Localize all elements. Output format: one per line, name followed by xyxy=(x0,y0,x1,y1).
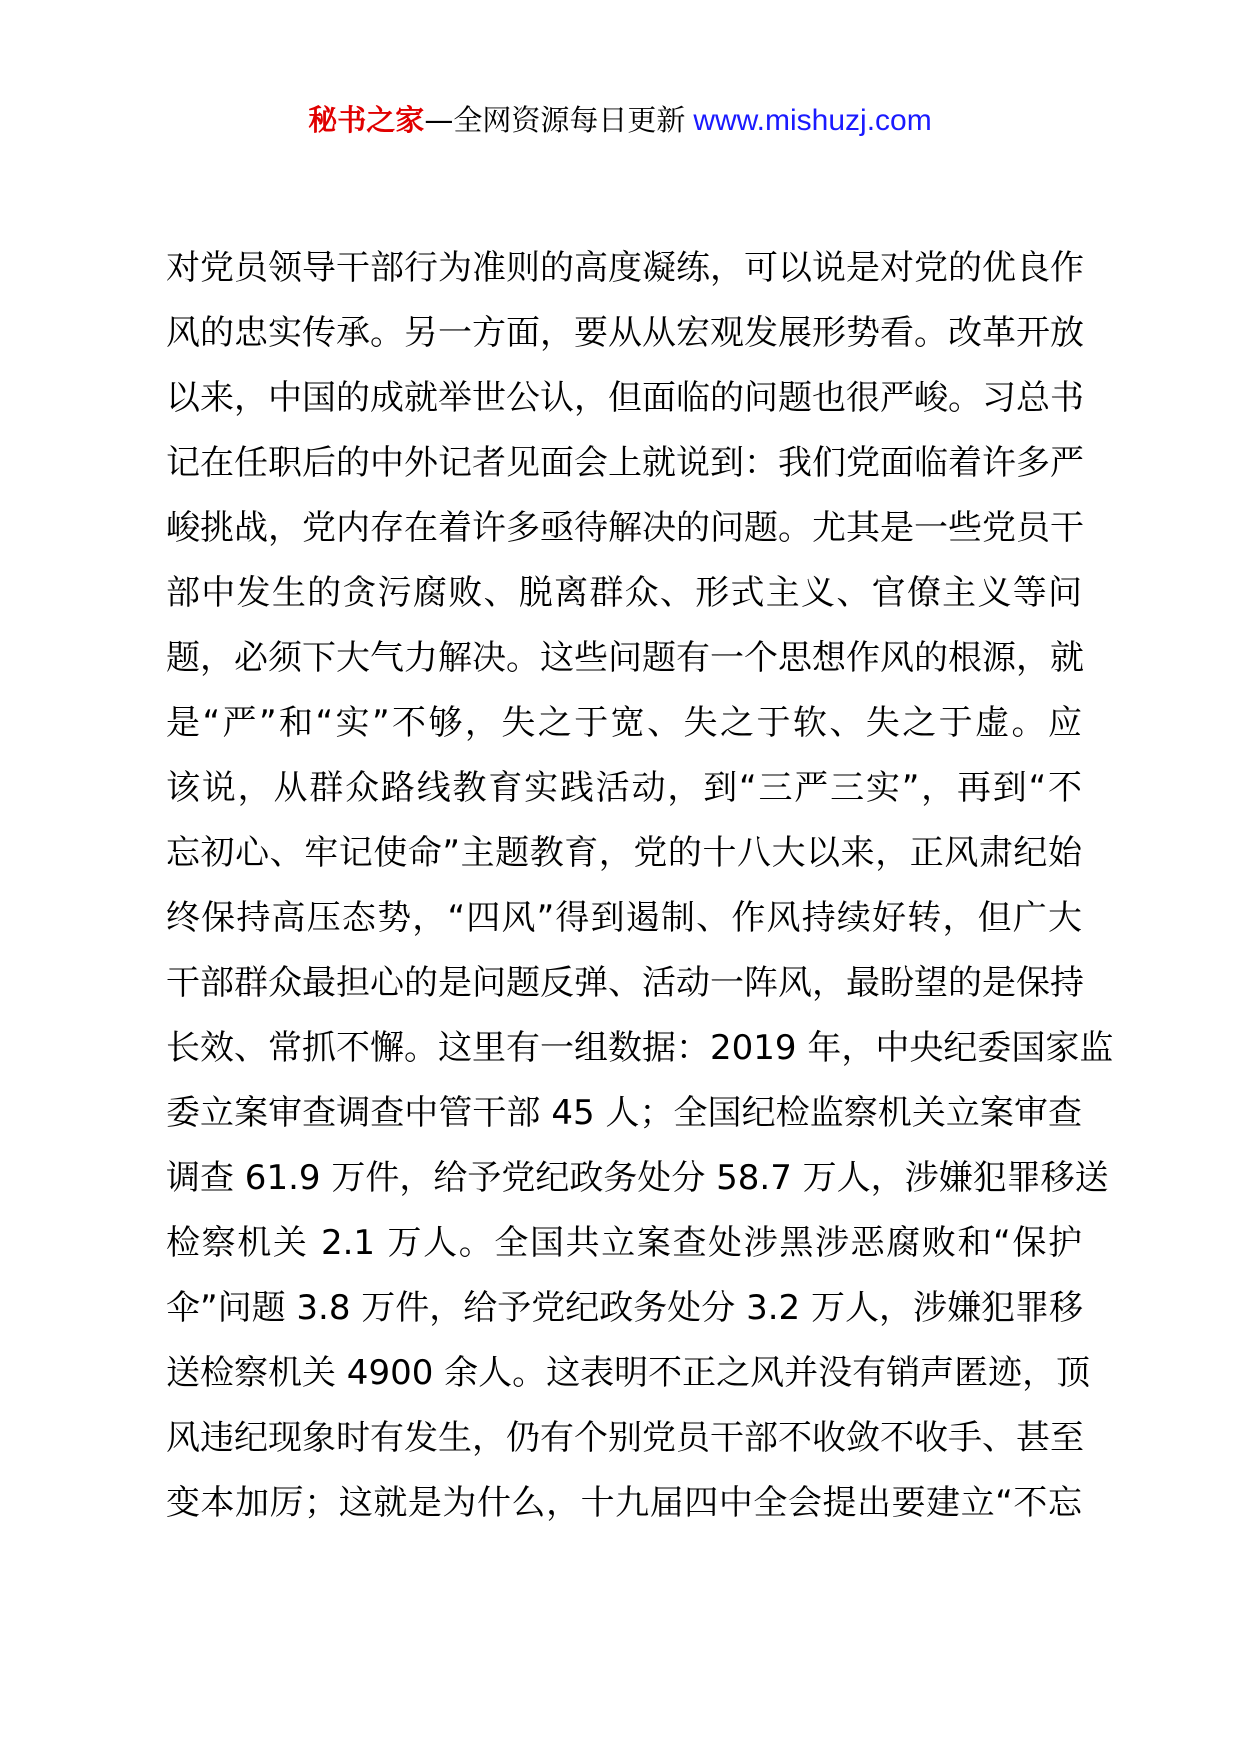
text-line: 以来，中国的成就举世公认，但面临的问题也很严峻。习总书 xyxy=(166,378,1084,418)
text-line: 长效、常抓不懈。这里有一组数据：2019 年，中央纪委国家监 xyxy=(166,1028,1114,1068)
document-body xyxy=(166,236,1114,1536)
text-line: 风违纪现象时有发生，仍有个别党员干部不收敛不收手、甚至 xyxy=(166,1418,1084,1458)
text-line: 峻挑战，党内存在着许多亟待解决的问题。尤其是一些党员干 xyxy=(166,508,1084,548)
text-line: 变本加厉；这就是为什么，十九届四中全会提出要建立“不忘 xyxy=(166,1483,1082,1523)
text-line: 对党员领导干部行为准则的高度凝练，可以说是对党的优良作 xyxy=(166,248,1084,288)
text-line: 风的忠实传承。另一方面，要从从宏观发展形势看。改革开放 xyxy=(166,313,1084,353)
text-line: 部中发生的贪污腐败、脱离群众、形式主义、官僚主义等问 xyxy=(166,573,1082,613)
text-line: 题，必须下大气力解决。这些问题有一个思想作风的根源，就 xyxy=(166,638,1084,678)
text-line: 终保持高压态势，“四风”得到遏制、作风持续好转，但广大 xyxy=(166,898,1082,938)
text-line: 伞”问题 3.8 万件，给予党纪政务处分 3.2 万人，涉嫌犯罪移 xyxy=(166,1288,1083,1328)
text-line: 干部群众最担心的是问题反弹、活动一阵风，最盼望的是保持 xyxy=(166,963,1084,1003)
brand-name: 秘书之家 xyxy=(308,103,425,137)
text-line: 该说，从群众路线教育实践活动，到“三严三实”，再到“不 xyxy=(166,768,1082,808)
header-tagline: —全网资源每日更新 xyxy=(424,103,686,137)
text-line: 忘初心、牢记使命”主题教育，党的十八大以来，正风肃纪始 xyxy=(166,833,1082,873)
text-line: 记在任职后的中外记者见面会上就说到：我们党面临着许多严 xyxy=(166,443,1084,483)
text-line: 委立案审查调查中管干部 45 人；全国纪检监察机关立案审查 xyxy=(166,1093,1082,1133)
website-link[interactable]: www.mishuzj.com xyxy=(693,104,932,137)
text-line: 调查 61.9 万件，给予党纪政务处分 58.7 万人，涉嫌犯罪移送 xyxy=(166,1158,1109,1198)
text-line: 是“严”和“实”不够，失之于宽、失之于软、失之于虚。应 xyxy=(166,703,1082,743)
text-line: 检察机关 2.1 万人。全国共立案查处涉黑涉恶腐败和“保护 xyxy=(166,1223,1082,1263)
text-line: 送检察机关 4900 余人。这表明不正之风并没有销声匿迹，顶 xyxy=(166,1353,1091,1393)
page-header xyxy=(0,100,1240,141)
